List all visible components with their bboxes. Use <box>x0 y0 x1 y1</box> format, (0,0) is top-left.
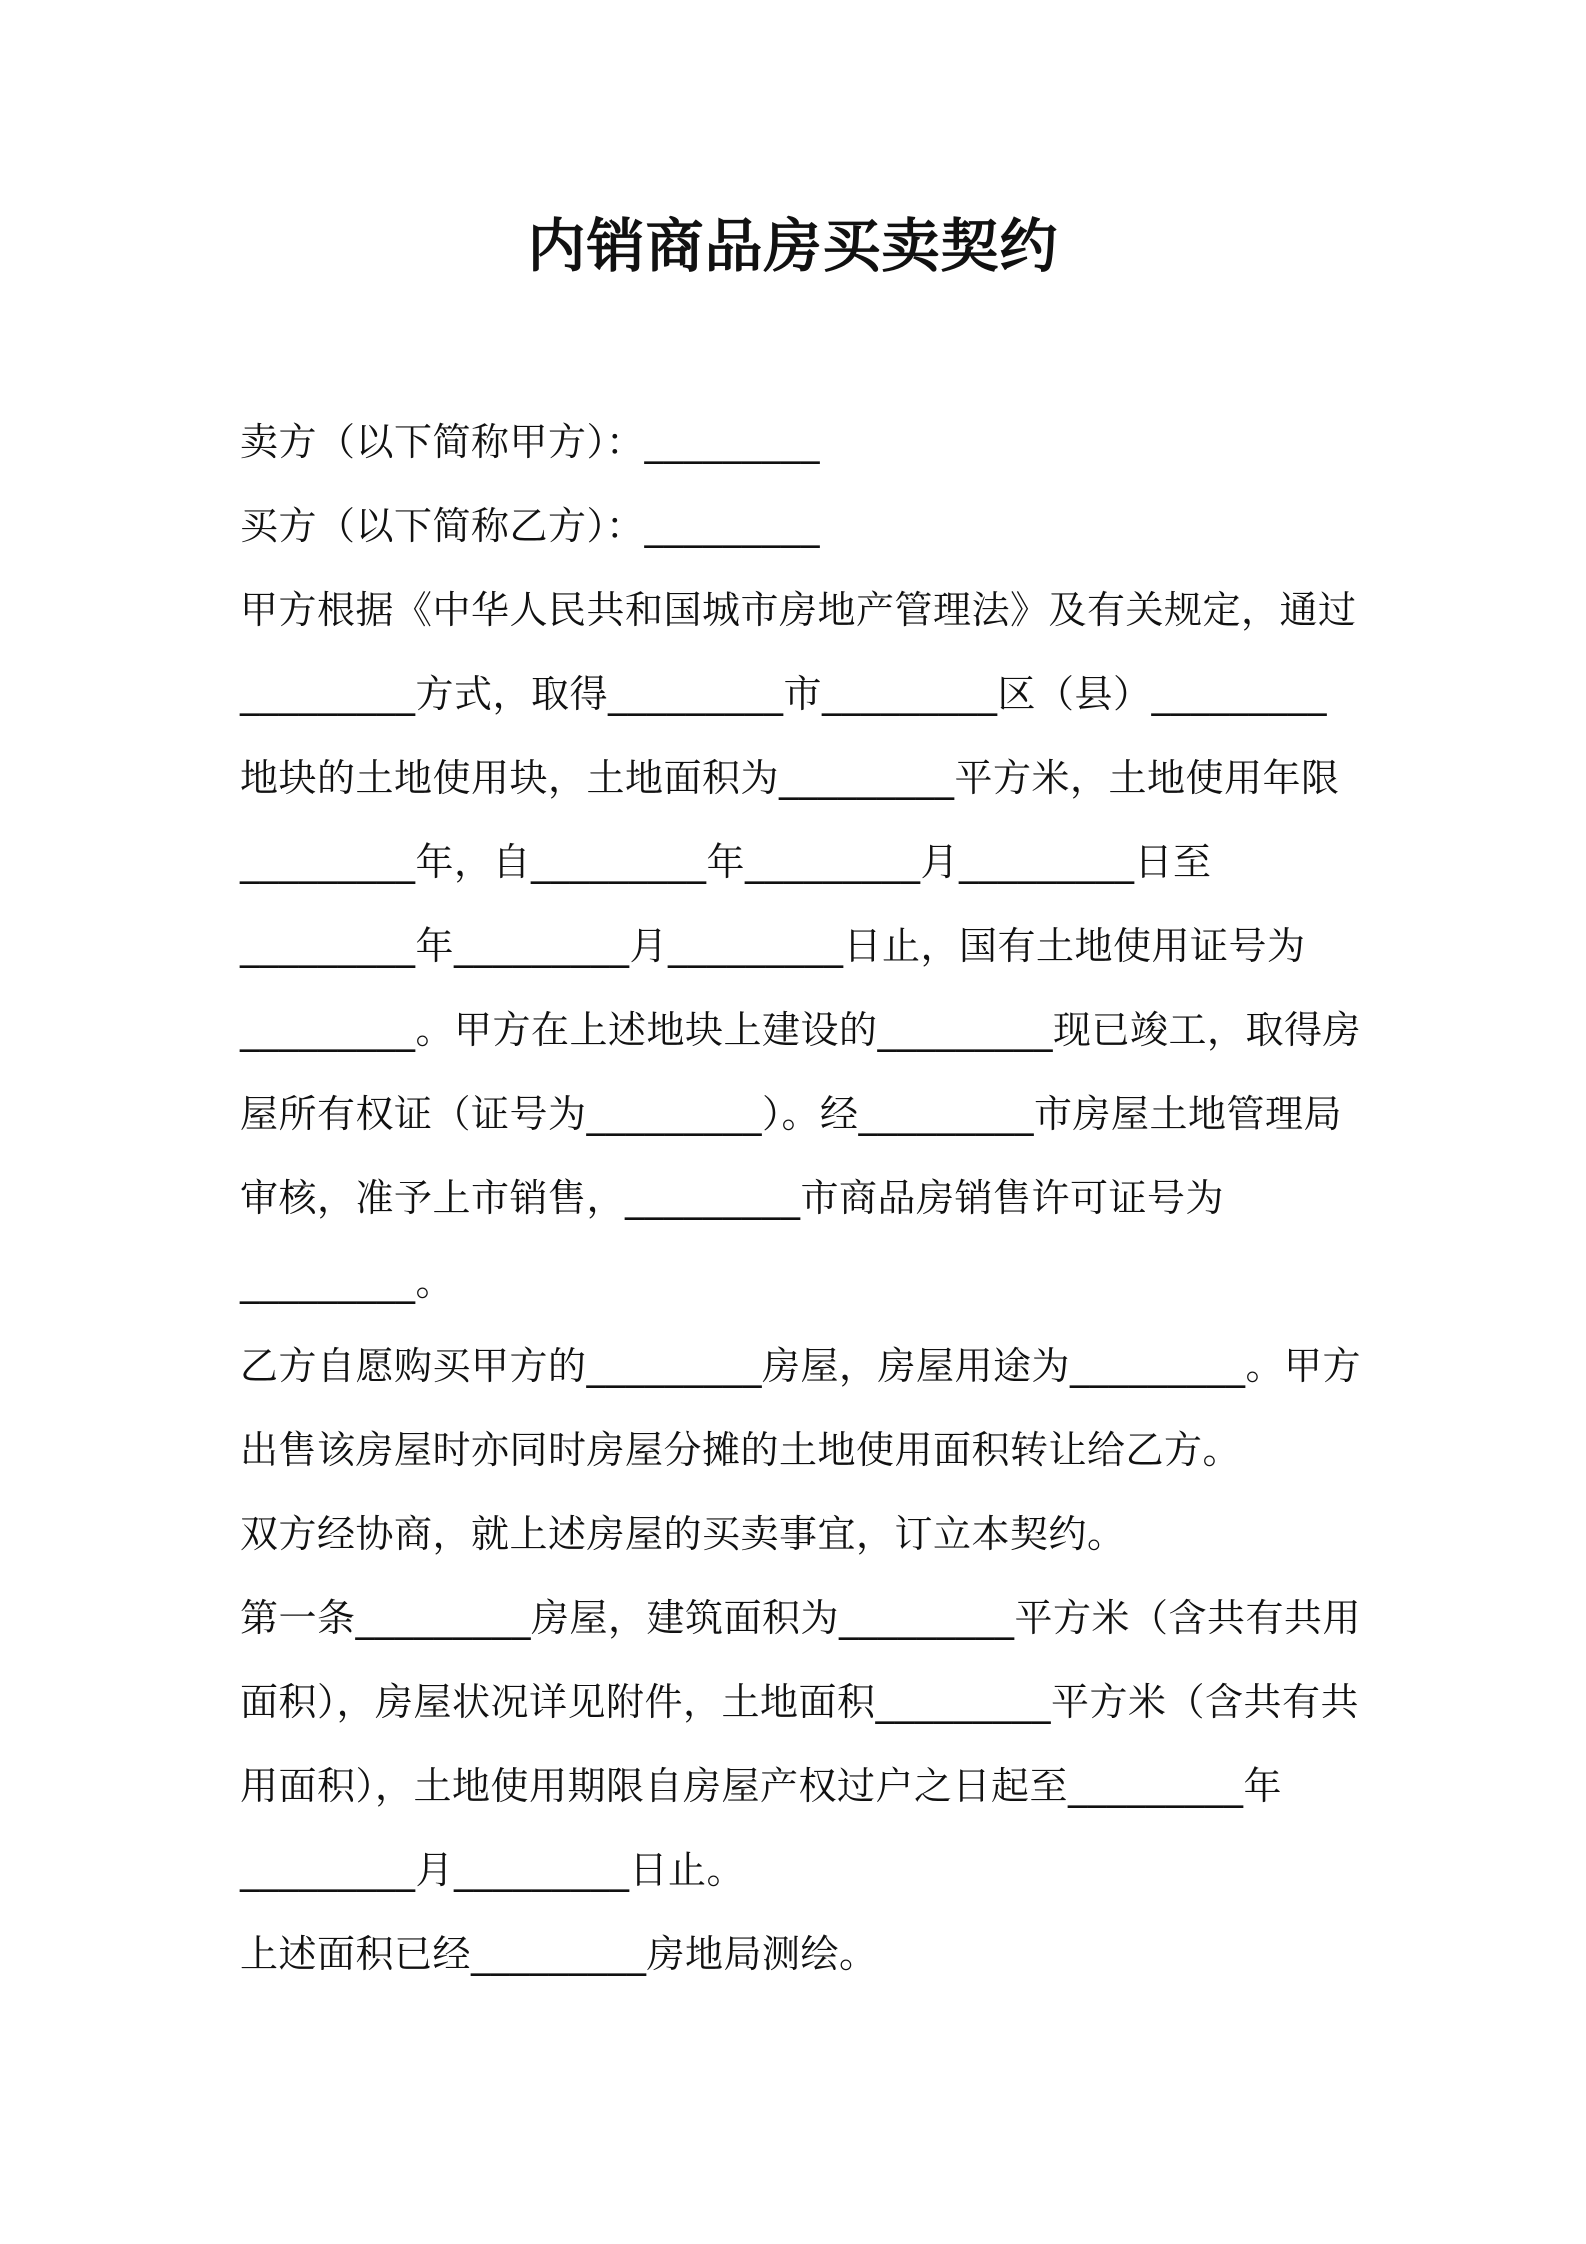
paragraph-line: _________年，自_________年_________月_________日至 <box>240 840 1212 884</box>
seller-line: 卖方（以下简称甲方）：_________ <box>240 420 821 464</box>
paragraph-line: 审核，准予上市销售，_________市商品房销售许可证号为 <box>240 1176 1225 1220</box>
paragraph-line: _________。 <box>240 1260 455 1304</box>
paragraph-line: _________年_________月_________日止，国有土地使用证号为 <box>240 924 1306 968</box>
buyer-line: 买方（以下简称乙方）：_________ <box>240 504 821 548</box>
paragraph-line: 地块的土地使用块，土地面积为_________平方米，土地使用年限 <box>240 756 1340 800</box>
paragraph-line: 双方经协商，就上述房屋的买卖事宜，订立本契约。 <box>240 1512 1126 1556</box>
article-line: 第一条_________房屋，建筑面积为_________平方米（含共有共用 <box>240 1596 1362 1640</box>
paragraph-line: 甲方根据《中华人民共和国城市房地产管理法》及有关规定，通过 <box>240 588 1357 632</box>
paragraph-line: _________方式，取得_________市_________区（县）_________ <box>240 672 1328 716</box>
article-line: 用面积），土地使用期限自房屋产权过户之日起至_________年 <box>240 1764 1283 1808</box>
document-title: 内销商品房买卖契约 <box>527 212 1059 280</box>
article-line: 面积），房屋状况详见附件，土地面积_________平方米（含共有共 <box>240 1680 1360 1724</box>
paragraph-line: 屋所有权证（证号为_________）。经_________市房屋土地管理局 <box>240 1092 1343 1136</box>
paragraph-line: 出售该房屋时亦同时房屋分摊的土地使用面积转让给乙方。 <box>240 1428 1242 1472</box>
paragraph-line: 乙方自愿购买甲方的_________房屋，房屋用途为_________。甲方 <box>240 1344 1362 1388</box>
paragraph-line: _________。甲方在上述地块上建设的_________现已竣工，取得房 <box>240 1008 1362 1052</box>
contract-body <box>240 400 1360 1996</box>
article-line: _________月_________日止。 <box>240 1848 746 1892</box>
survey-line: 上述面积已经_________房地局测绘。 <box>240 1932 878 1976</box>
